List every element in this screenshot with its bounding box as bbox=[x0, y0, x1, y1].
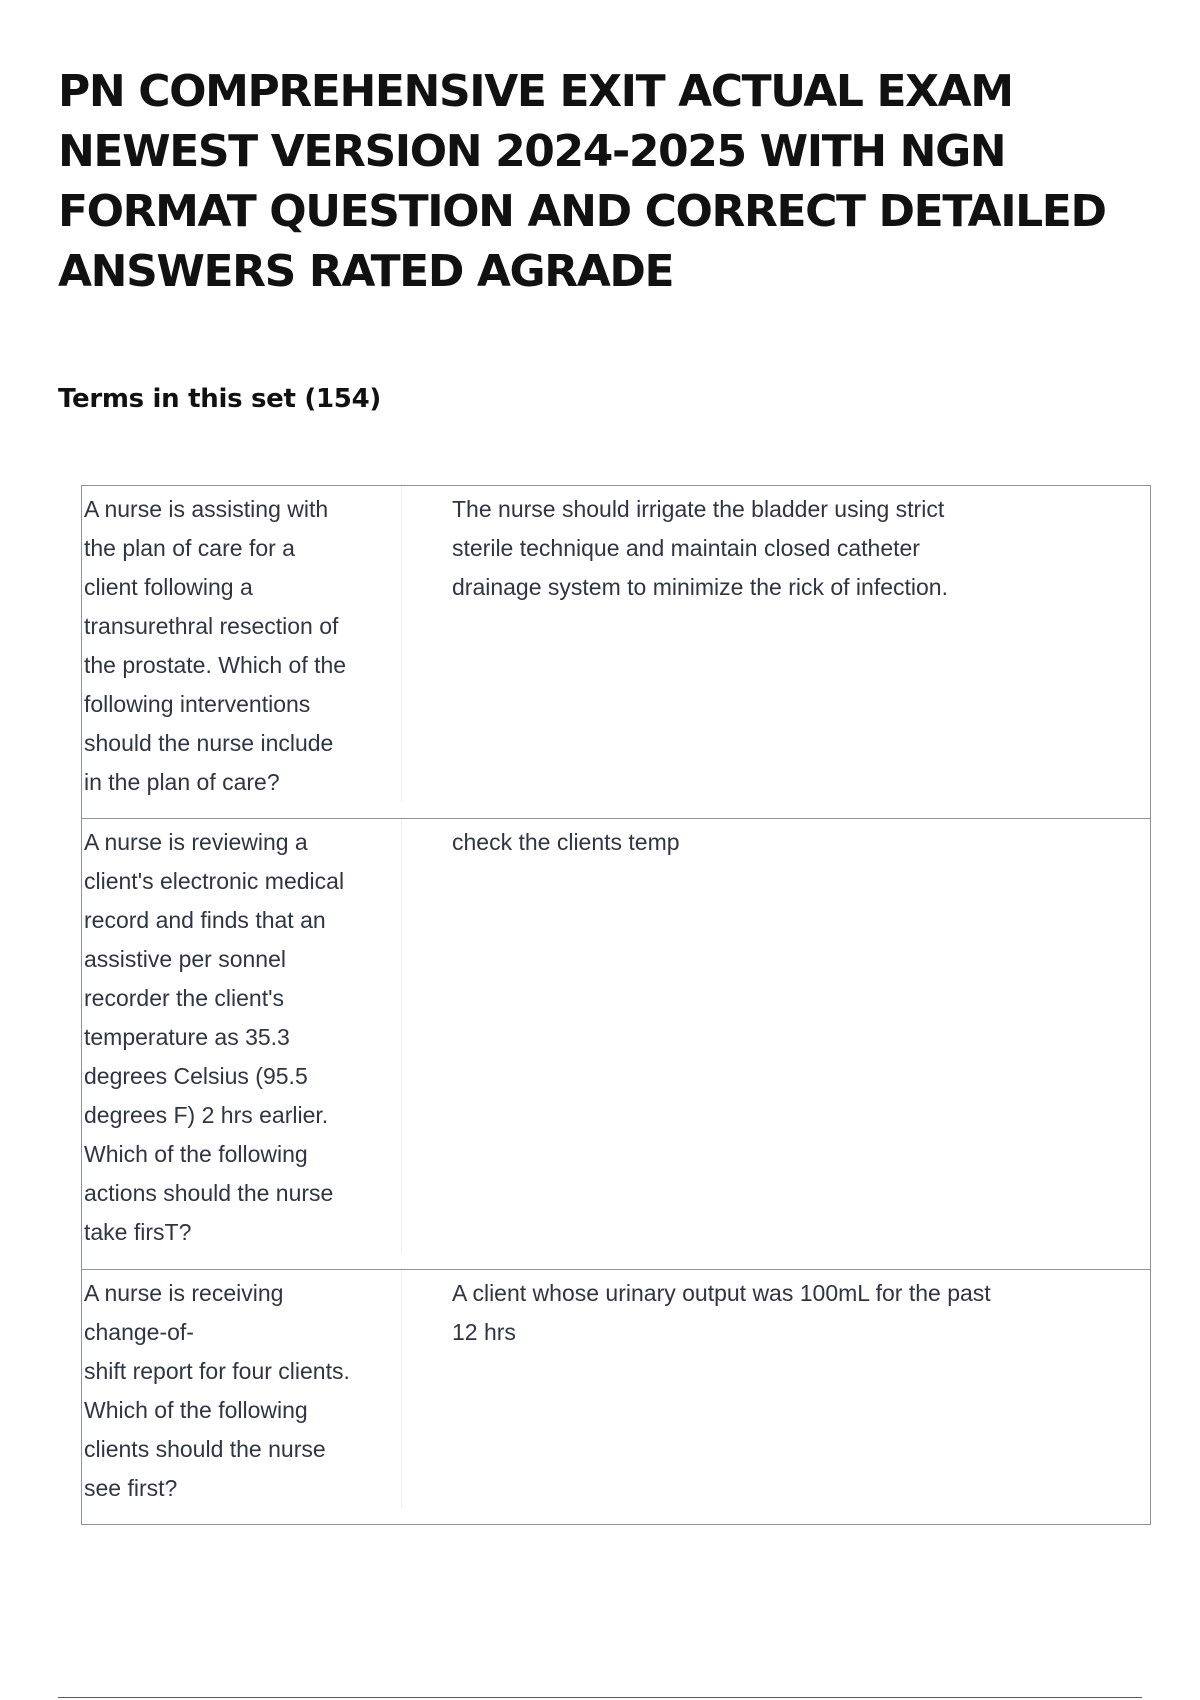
page-title: PN COMPREHENSIVE EXIT ACTUAL EXAM NEWEST VERSION 2024-2025 WITH NGN FORMAT QUESTION AND CORRECT DETAILED ANSWERS RATED AGRADE bbox=[58, 66, 1106, 297]
term-answer: A client whose urinary output was 100mL for the past 12 hrs bbox=[452, 1280, 991, 1345]
term-question: A nurse is receiving change-of- shift report for four clients. Which of the following clients should the nurse see first? bbox=[82, 1270, 402, 1508]
term-row bbox=[82, 1269, 1150, 1524]
term-question: A nurse is assisting with the plan of care for a client following a transurethral resection of the prostate. Which of the following interventions should the nurse include in the plan of care? bbox=[82, 486, 402, 802]
term-question: A nurse is reviewing a client's electronic medical record and finds that an assistive per sonnel recorder the client's temperature as 35.3 degrees Celsius (95.5 degrees F) 2 hrs earlier. Which of the following actions should the nurse take firsT? bbox=[82, 819, 402, 1253]
term-row bbox=[82, 486, 1150, 818]
page-bottom-divider bbox=[58, 1697, 1142, 1698]
term-row bbox=[82, 818, 1150, 1269]
term-answer: check the clients temp bbox=[452, 829, 680, 855]
terms-count-heading: Terms in this set (154) bbox=[58, 384, 381, 414]
terms-table bbox=[81, 485, 1151, 1525]
term-answer: The nurse should irrigate the bladder using strict sterile technique and maintain closed catheter drainage system to minimize the rick of infection. bbox=[452, 496, 948, 600]
